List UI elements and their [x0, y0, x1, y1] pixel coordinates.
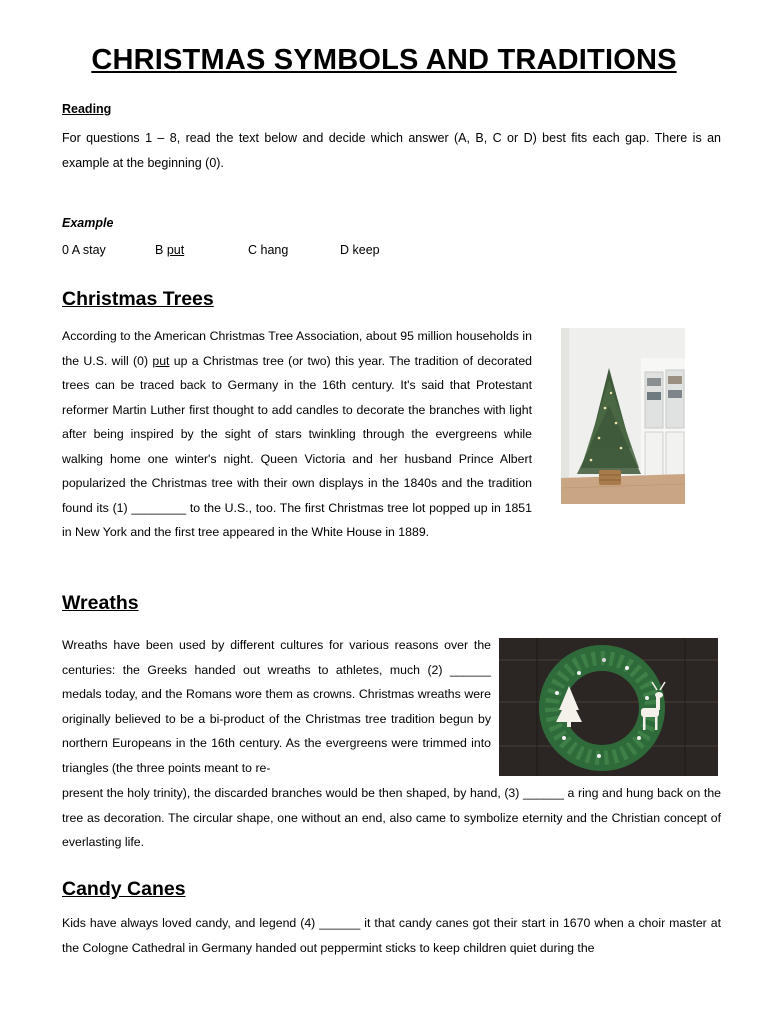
- trees-text-part1: According to the American Christmas Tree Association, about 95 million households in the U.S. will (0): [62, 329, 532, 368]
- trees-paragraph: [62, 324, 532, 545]
- reading-label: Reading: [62, 102, 112, 116]
- heading-wreaths: Wreaths: [62, 592, 139, 614]
- wreaths-paragraph-top: Wreaths have been used by different cultures for various reasons over the centuries: the Greeks handed out wreaths to athletes, much (2) ______ medals today, and the Romans wore them as crowns. Christmas wreaths were originally believed to be a bi-product of the Christmas tree tradition begun by northern Europeans in the 16th century. As the evergreens were trimmed into triangles (the three points meant to re-: [62, 638, 491, 775]
- example-option-b-answer: put: [166, 243, 185, 257]
- wreath-photo: [499, 638, 718, 776]
- trees-gap0-answer: put: [152, 353, 170, 368]
- wreaths-paragraph-bottom: present the holy trinity), the discarded branches would be then shaped, by hand, (3) ______ a ring and hung back on the tree as decoration. The circular shape, one without an end, also came to symbolize eternity and the Christian concept of everlasting life.: [62, 786, 721, 849]
- example-option-a: 0 A stay: [62, 243, 106, 257]
- christmas-tree-photo: [561, 328, 685, 504]
- heading-christmas-trees: Christmas Trees: [62, 288, 214, 310]
- example-option-b: [155, 243, 184, 257]
- heading-candy-canes: Candy Canes: [62, 878, 186, 900]
- christmas-wreath-illustration: [499, 638, 718, 776]
- page-title: CHRISTMAS SYMBOLS AND TRADITIONS: [91, 44, 677, 76]
- candy-canes-paragraph: Kids have always loved candy, and legend (4) ______ it that candy canes got their start in 1670 when a choir master at the Cologne Cathedral in Germany handed out peppermint sticks to keep children quiet during the: [62, 916, 721, 955]
- trees-text-part2: up a Christmas tree (or two) this year. The tradition of decorated trees can be traced back to Germany in the 16th century. It's said that Protestant reformer Martin Luther first thought to add candles to decorate the branches with light after being inspired by the sight of stars twinkling through the evergreens while walking home one winter's night. Queen Victoria and her husband Prince Albert popularized the Christmas tree with their own displays in the 1840s and the tradition found its (1) ________ to the U.S., too. The first Christmas tree lot popped up in 1851 in New York and the first tree appeared in the White House in 1889.: [62, 353, 533, 539]
- example-label: Example: [62, 216, 114, 230]
- example-option-c: C hang: [248, 243, 289, 257]
- christmas-tree-illustration: [561, 328, 685, 504]
- example-option-d: D keep: [340, 243, 380, 257]
- instructions-text: For questions 1 – 8, read the text below and decide which answer (A, B, C or D) best fits each gap. There is an example at the beginning (0).: [62, 131, 721, 170]
- example-option-b-prefix: B: [155, 243, 167, 257]
